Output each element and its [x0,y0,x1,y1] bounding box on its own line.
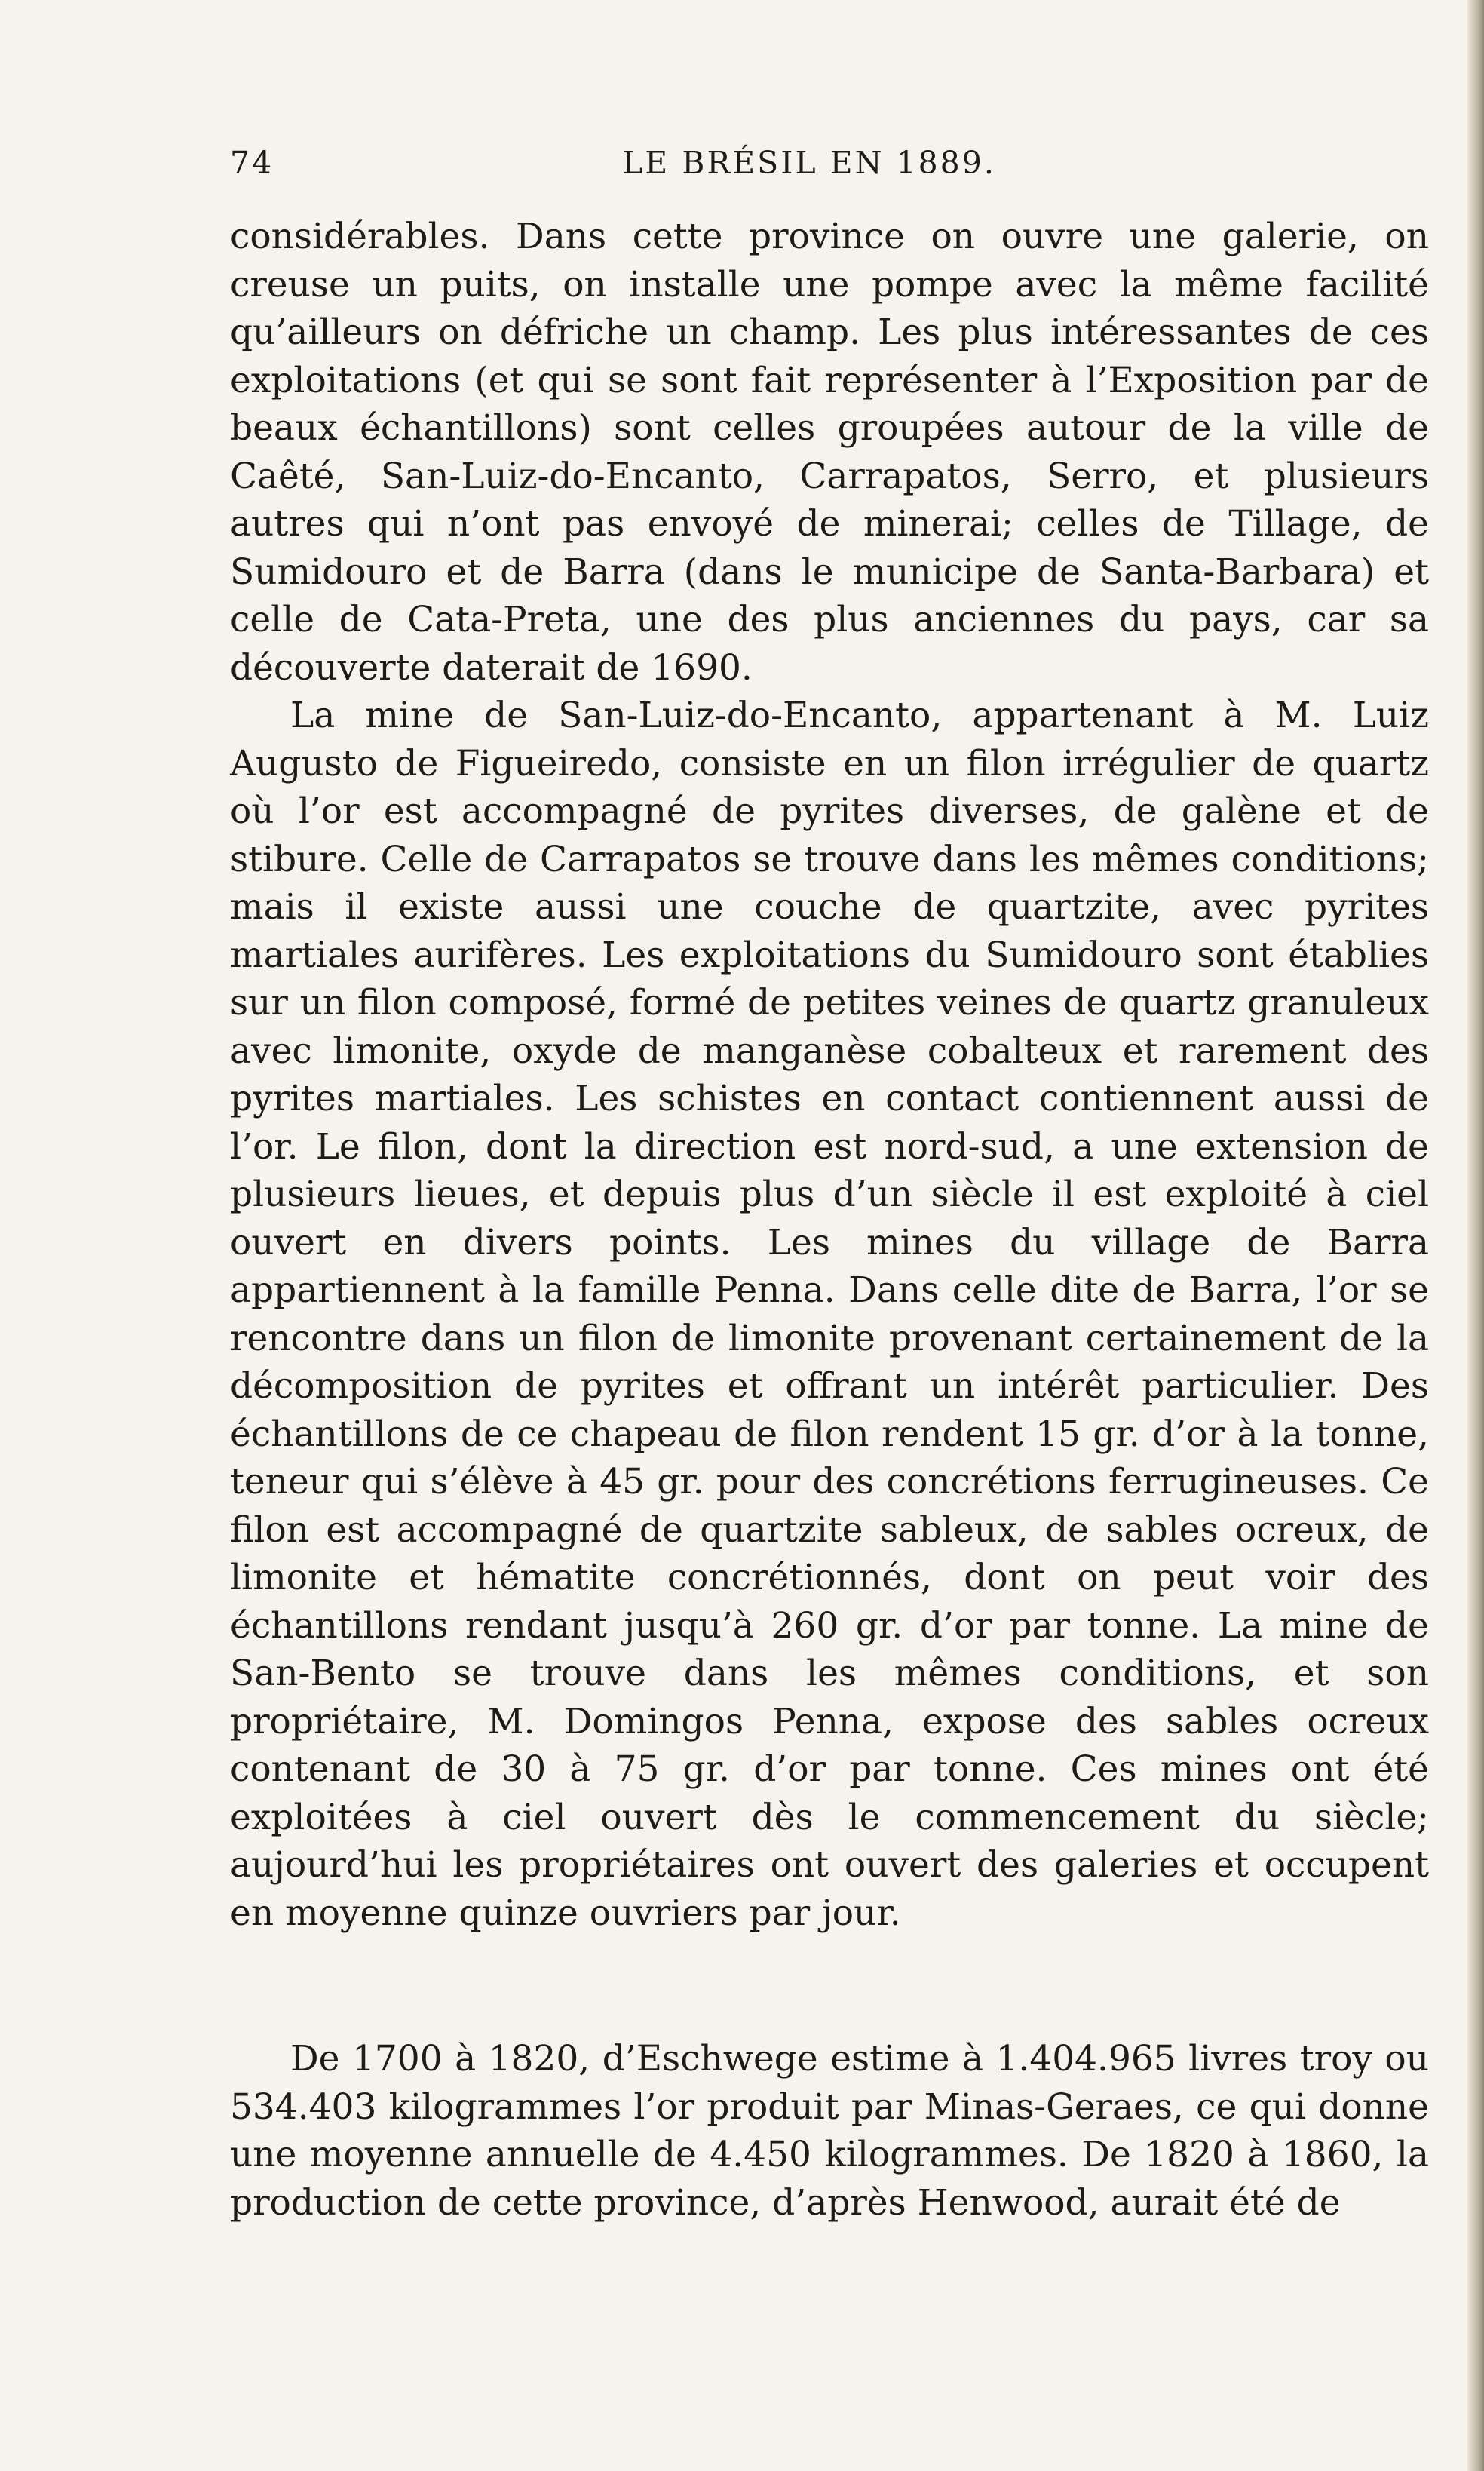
page-number: 74 [230,145,274,181]
section-break [230,1937,1429,2035]
paragraph-gold-production: De 1700 à 1820, d’Eschwege estime à 1.404.965 livres troy ou 534.403 kilogrammes l’or produit par Minas-Geraes, ce qui donne une moyenne annuelle de 4.450 kilogrammes. De 1820 à 1860, la production de cette province, d’après Henwood, aurait été de [230,2038,1429,2224]
body-text [230,213,1429,2227]
page-edge-shadow [1467,0,1484,2471]
running-head [230,136,1429,190]
paragraph-continuation: considérables. Dans cette province on ouvre une galerie, on creuse un puits, on installe une pompe avec la même facilité qu’ailleurs on défriche un champ. Les plus intéressantes de ces exploitations (et qui se sont fait représenter à l’Exposition par de beaux échantillons) sont celles groupées autour de la ville de Caêté, San-Luiz-do-Encanto, Carrapatos, Serro, et plusieurs autres qui n’ont pas envoyé de minerai; celles de Tillage, de Sumidouro et de Barra (dans le municipe de Santa-Barbara) et celle de Cata-Preta, une des plus anciennes du pays, car sa découverte daterait de 1690. [230,216,1429,689]
book-page [230,136,1429,2227]
running-title: LE BRÉSIL EN 1889. [622,145,996,181]
paragraph-san-luiz-mine: La mine de San-Luiz-do-Encanto, appartenant à M. Luiz Augusto de Figueiredo, consiste en un filon irrégulier de quartz où l’or est accompagné de pyrites diverses, de galène et de stibure. Celle de Carrapatos se trouve dans les mêmes conditions; mais il existe aussi une couche de quartzite, avec pyrites martiales aurifères. Les exploitations du Sumidouro sont établies sur un filon composé, formé de petites veines de quartz granuleux avec limonite, oxyde de manganèse cobalteux et rarement des pyrites martiales. Les schistes en contact contiennent aussi de l’or. Le filon, dont la direction est nord-sud, a une extension de plusieurs lieues, et depuis plus d’un siècle il est exploité à ciel ouvert en divers points. Les mines du village de Barra appartiennent à la famille Penna. Dans celle dite de Barra, l’or se rencontre dans un filon de limonite provenant certainement de la décomposition de pyrites et offrant un intérêt particulier. Des échantillons de ce chapeau de filon rendent 15 gr. d’or à la tonne, teneur qui s’élève à 45 gr. pour des concrétions ferrugineuses. Ce filon est accompagné de quartzite sableux, de sables ocreux, de limonite et hématite concrétionnés, dont on peut voir des échantillons rendant jusqu’à 260 gr. d’or par tonne. La mine de San-Bento se trouve dans les mêmes conditions, et son propriétaire, M. Domingos Penna, expose des sables ocreux contenant de 30 à 75 gr. d’or par tonne. Ces mines ont été exploitées à ciel ouvert dès le commencement du siècle; aujourd’hui les propriétaires ont ouvert des galeries et occupent en moyenne quinze ouvriers par jour. [230,695,1429,1934]
